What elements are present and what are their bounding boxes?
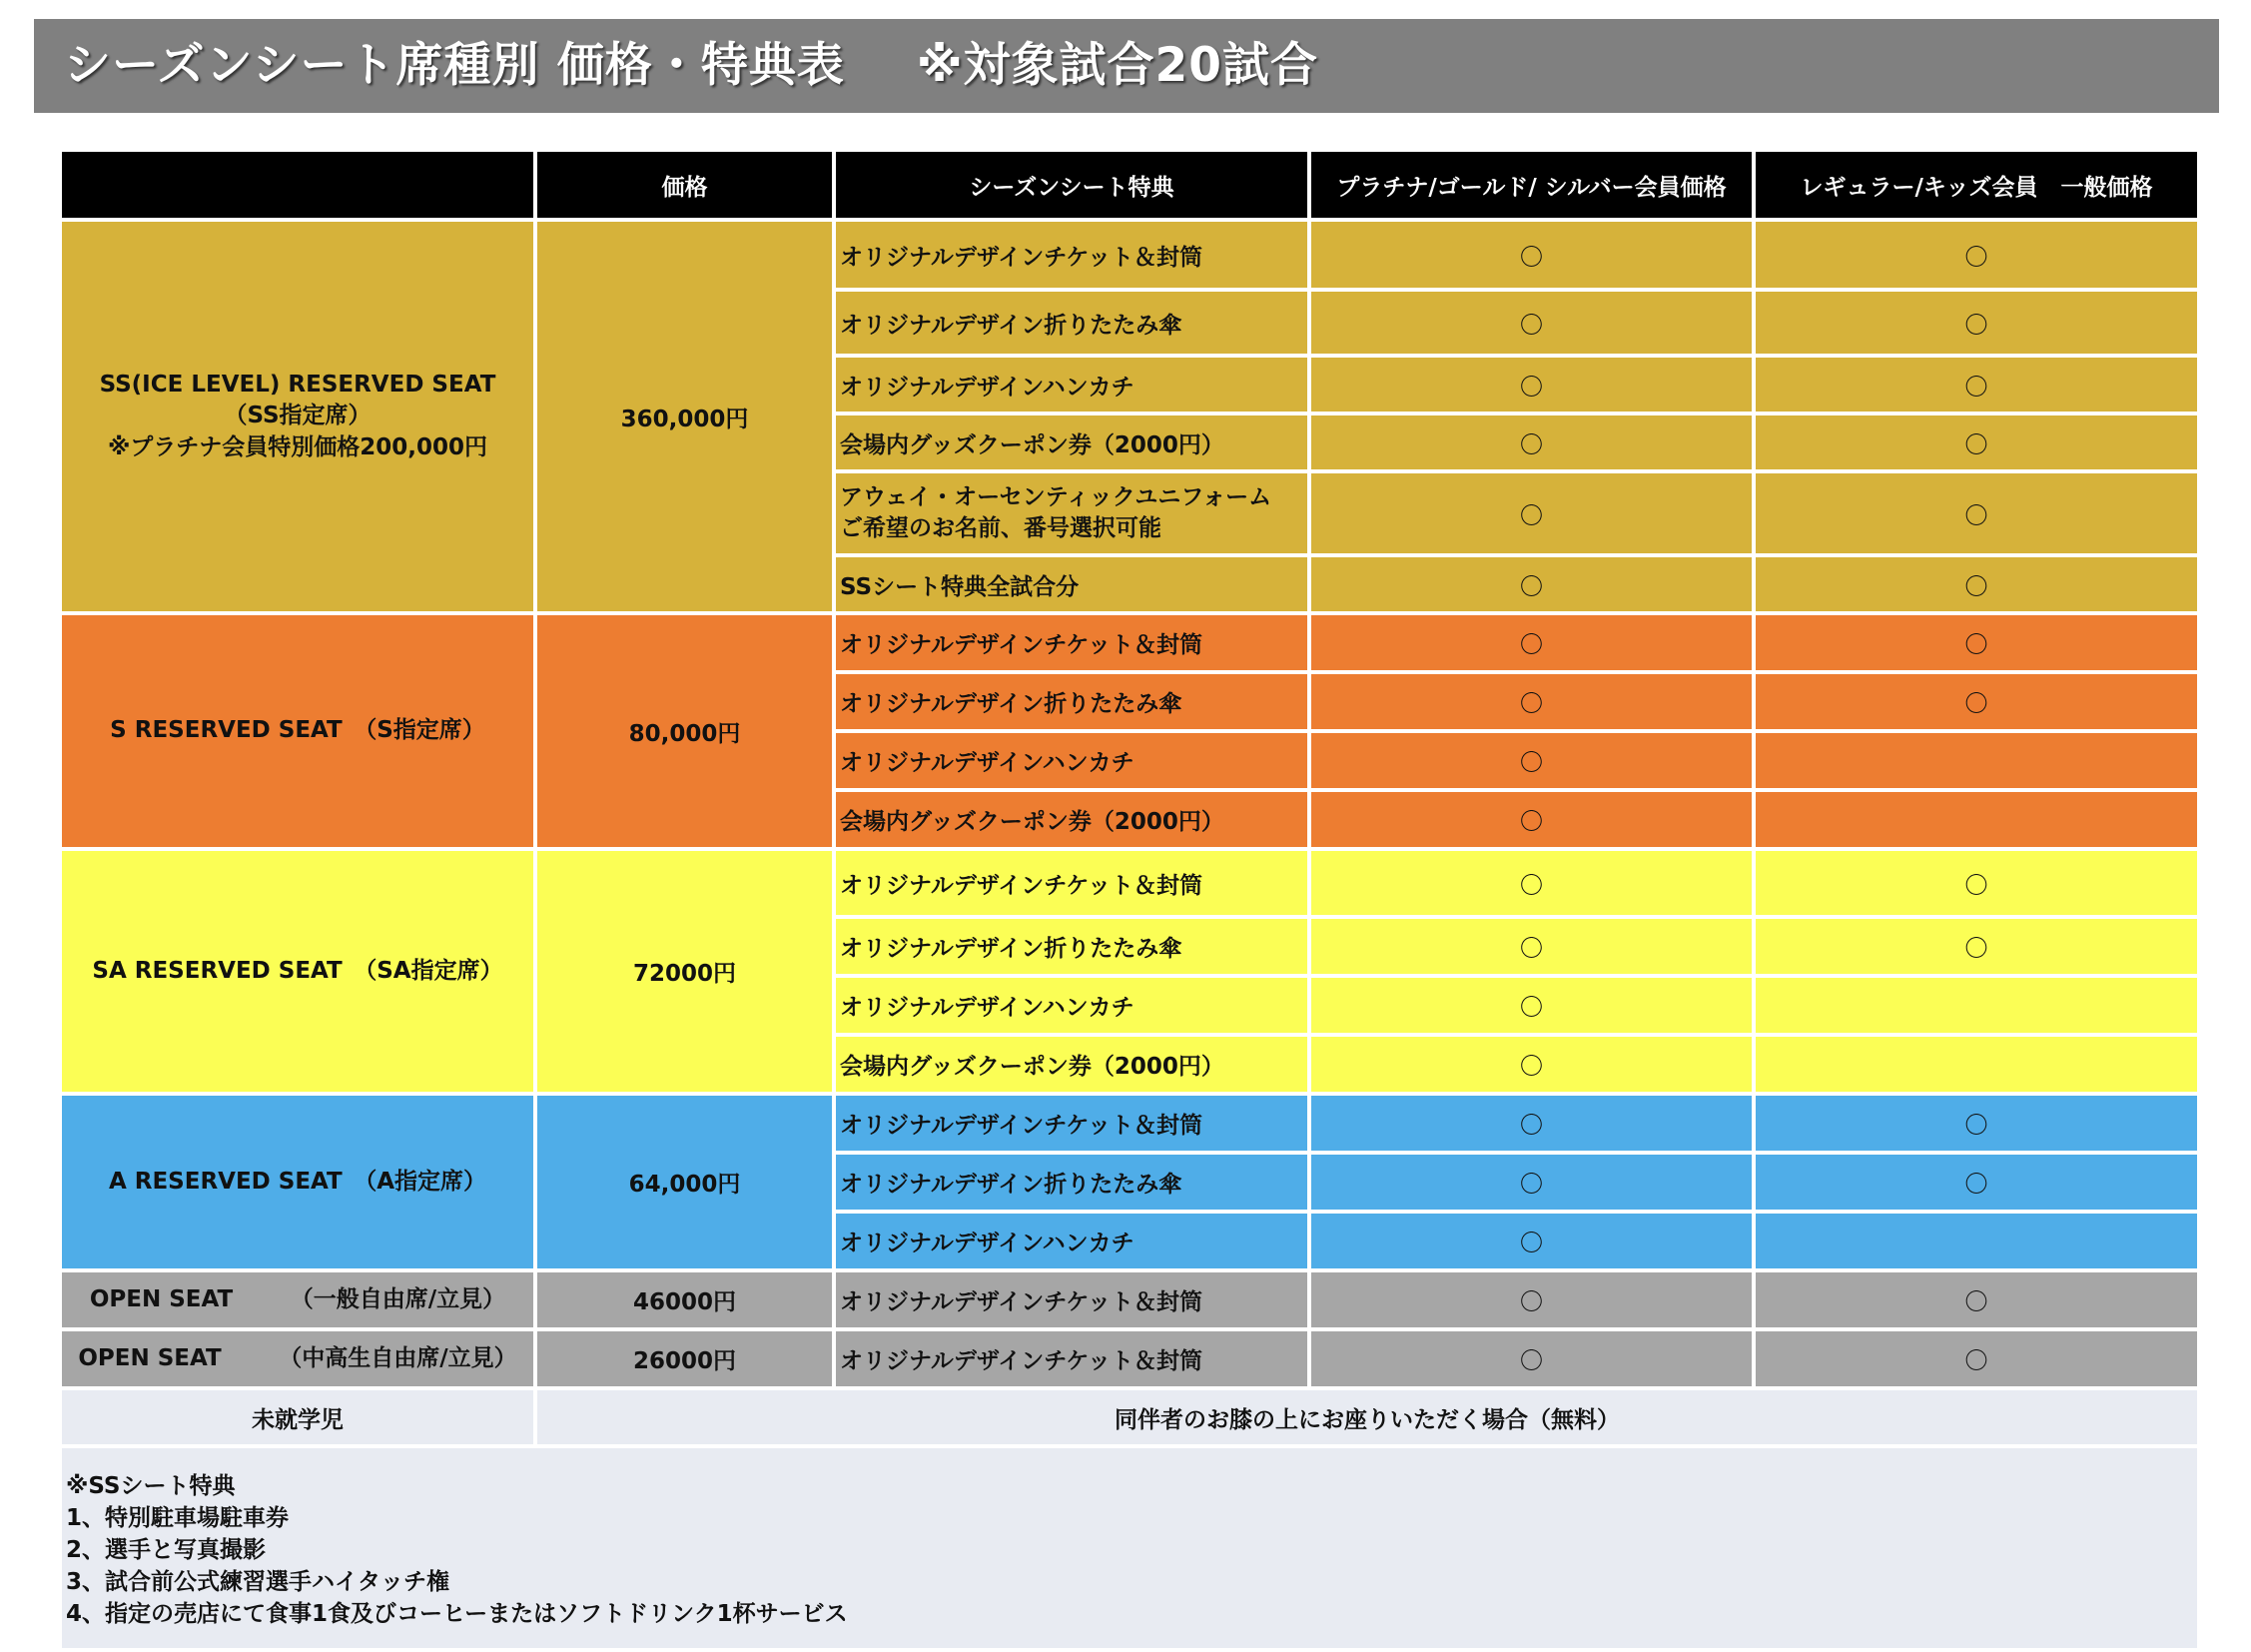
note-line: 2、選手と写真撮影 (66, 1537, 267, 1563)
column-header-seat (60, 150, 535, 220)
regular-mark: 〇 (1754, 290, 2199, 356)
note-line: ※SSシート特典 (66, 1473, 236, 1499)
benefit-text: 会場内グッズクーポン券（2000円） (834, 1035, 1309, 1094)
benefit-text: オリジナルデザインチケット＆封筒 (834, 220, 1309, 290)
premium-mark: 〇 (1309, 1094, 1754, 1153)
regular-mark: 〇 (1754, 220, 2199, 290)
seat-name-line: （SS指定席） (224, 403, 372, 429)
premium-mark: 〇 (1309, 1212, 1754, 1270)
regular-mark: 〇 (1754, 1094, 2199, 1153)
infant-label: 未就学児 (60, 1388, 535, 1446)
seat-name-sa: SA RESERVED SEAT （SA指定席） (60, 849, 535, 1094)
regular-mark: 〇 (1754, 471, 2199, 555)
table-row (60, 220, 2199, 290)
regular-mark: 〇 (1754, 356, 2199, 413)
benefit-text: オリジナルデザイン折りたたみ傘 (834, 290, 1309, 356)
regular-mark (1754, 790, 2199, 849)
regular-mark: 〇 (1754, 1270, 2199, 1329)
premium-mark: 〇 (1309, 917, 1754, 976)
infant-row (60, 1388, 2199, 1446)
regular-mark: 〇 (1754, 1153, 2199, 1212)
note-line: 4、指定の売店にて食事1食及びコーヒーまたはソフトドリンク1杯サービス (66, 1601, 848, 1627)
regular-mark (1754, 1035, 2199, 1094)
column-header-benefit: シーズンシート特典 (834, 150, 1309, 220)
regular-mark: 〇 (1754, 413, 2199, 471)
infant-text: 同伴者のお膝の上にお座りいただく場合（無料） (535, 1388, 2199, 1446)
premium-mark: 〇 (1309, 672, 1754, 731)
seat-price-ss: 360,000円 (535, 220, 834, 613)
benefit-text-line: アウェイ・オーセンティックユニフォーム (840, 483, 1272, 510)
premium-mark: 〇 (1309, 220, 1754, 290)
regular-mark: 〇 (1754, 555, 2199, 613)
premium-mark: 〇 (1309, 1329, 1754, 1388)
benefit-text-line: ご希望のお名前、番号選択可能 (840, 515, 1161, 541)
benefit-text: オリジナルデザインチケット＆封筒 (834, 1270, 1309, 1329)
column-header-premium-price: プラチナ/ゴールド/ シルバー会員価格 (1309, 150, 1754, 220)
note-line: 3、試合前公式練習選手ハイタッチ権 (66, 1569, 450, 1595)
benefit-text: オリジナルデザインハンカチ (834, 356, 1309, 413)
regular-mark: 〇 (1754, 1329, 2199, 1388)
seat-price-open-general: 46000円 (535, 1270, 834, 1329)
premium-mark: 〇 (1309, 731, 1754, 790)
seat-name-a: A RESERVED SEAT （A指定席） (60, 1094, 535, 1270)
regular-mark: 〇 (1754, 672, 2199, 731)
table-row (60, 849, 2199, 917)
benefit-text (834, 471, 1309, 555)
table-row (60, 1094, 2199, 1153)
seat-name-line: ※プラチナ会員特別価格200,000円 (107, 433, 488, 460)
table-row (60, 1329, 2199, 1388)
regular-mark (1754, 731, 2199, 790)
seat-name-ss (60, 220, 535, 613)
regular-mark: 〇 (1754, 849, 2199, 917)
regular-mark: 〇 (1754, 613, 2199, 672)
ss-benefit-notes (60, 1446, 2199, 1650)
premium-mark: 〇 (1309, 413, 1754, 471)
seat-name-open-general: OPEN SEAT （一般自由席/立見） (60, 1270, 535, 1329)
benefit-text: SSシート特典全試合分 (834, 555, 1309, 613)
premium-mark: 〇 (1309, 1153, 1754, 1212)
premium-mark: 〇 (1309, 849, 1754, 917)
column-header-regular-price: レギュラー/キッズ会員 一般価格 (1754, 150, 2199, 220)
seat-price-a: 64,000円 (535, 1094, 834, 1270)
page-title: シーズンシート席種別 価格・特典表 (64, 38, 845, 93)
column-header-price: 価格 (535, 150, 834, 220)
benefit-text: オリジナルデザイン折りたたみ傘 (834, 672, 1309, 731)
benefit-text: オリジナルデザイン折りたたみ傘 (834, 917, 1309, 976)
premium-mark: 〇 (1309, 1270, 1754, 1329)
seat-price-open-student: 26000円 (535, 1329, 834, 1388)
benefit-text: オリジナルデザインハンカチ (834, 1212, 1309, 1270)
seat-name-open-student: OPEN SEAT （中高生自由席/立見） (60, 1329, 535, 1388)
target-games-note: ※対象試合20試合 (916, 38, 1318, 93)
premium-mark: 〇 (1309, 976, 1754, 1035)
benefit-text: オリジナルデザインチケット＆封筒 (834, 613, 1309, 672)
page-title-bar (34, 19, 2219, 113)
table-row (60, 613, 2199, 672)
benefit-text: オリジナルデザインチケット＆封筒 (834, 1329, 1309, 1388)
benefit-text: オリジナルデザイン折りたたみ傘 (834, 1153, 1309, 1212)
regular-mark (1754, 1212, 2199, 1270)
benefit-text: オリジナルデザインハンカチ (834, 976, 1309, 1035)
seat-name-line: SS(ICE LEVEL) RESERVED SEAT (99, 372, 496, 399)
premium-mark: 〇 (1309, 356, 1754, 413)
table-header-row (60, 150, 2199, 220)
benefit-text: オリジナルデザインハンカチ (834, 731, 1309, 790)
seat-price-s: 80,000円 (535, 613, 834, 849)
note-line: 1、特別駐車場駐車券 (66, 1505, 290, 1531)
regular-mark: 〇 (1754, 917, 2199, 976)
benefit-text: オリジナルデザインチケット＆封筒 (834, 849, 1309, 917)
premium-mark: 〇 (1309, 290, 1754, 356)
premium-mark: 〇 (1309, 613, 1754, 672)
premium-mark: 〇 (1309, 555, 1754, 613)
premium-mark: 〇 (1309, 790, 1754, 849)
seat-name-s: S RESERVED SEAT （S指定席） (60, 613, 535, 849)
benefit-text: 会場内グッズクーポン券（2000円） (834, 790, 1309, 849)
seat-price-sa: 72000円 (535, 849, 834, 1094)
benefit-text: 会場内グッズクーポン券（2000円） (834, 413, 1309, 471)
regular-mark (1754, 976, 2199, 1035)
premium-mark: 〇 (1309, 1035, 1754, 1094)
benefit-text: オリジナルデザインチケット＆封筒 (834, 1094, 1309, 1153)
premium-mark: 〇 (1309, 471, 1754, 555)
notes-row (60, 1446, 2199, 1650)
table-row (60, 1270, 2199, 1329)
season-seat-table (58, 148, 2201, 1652)
